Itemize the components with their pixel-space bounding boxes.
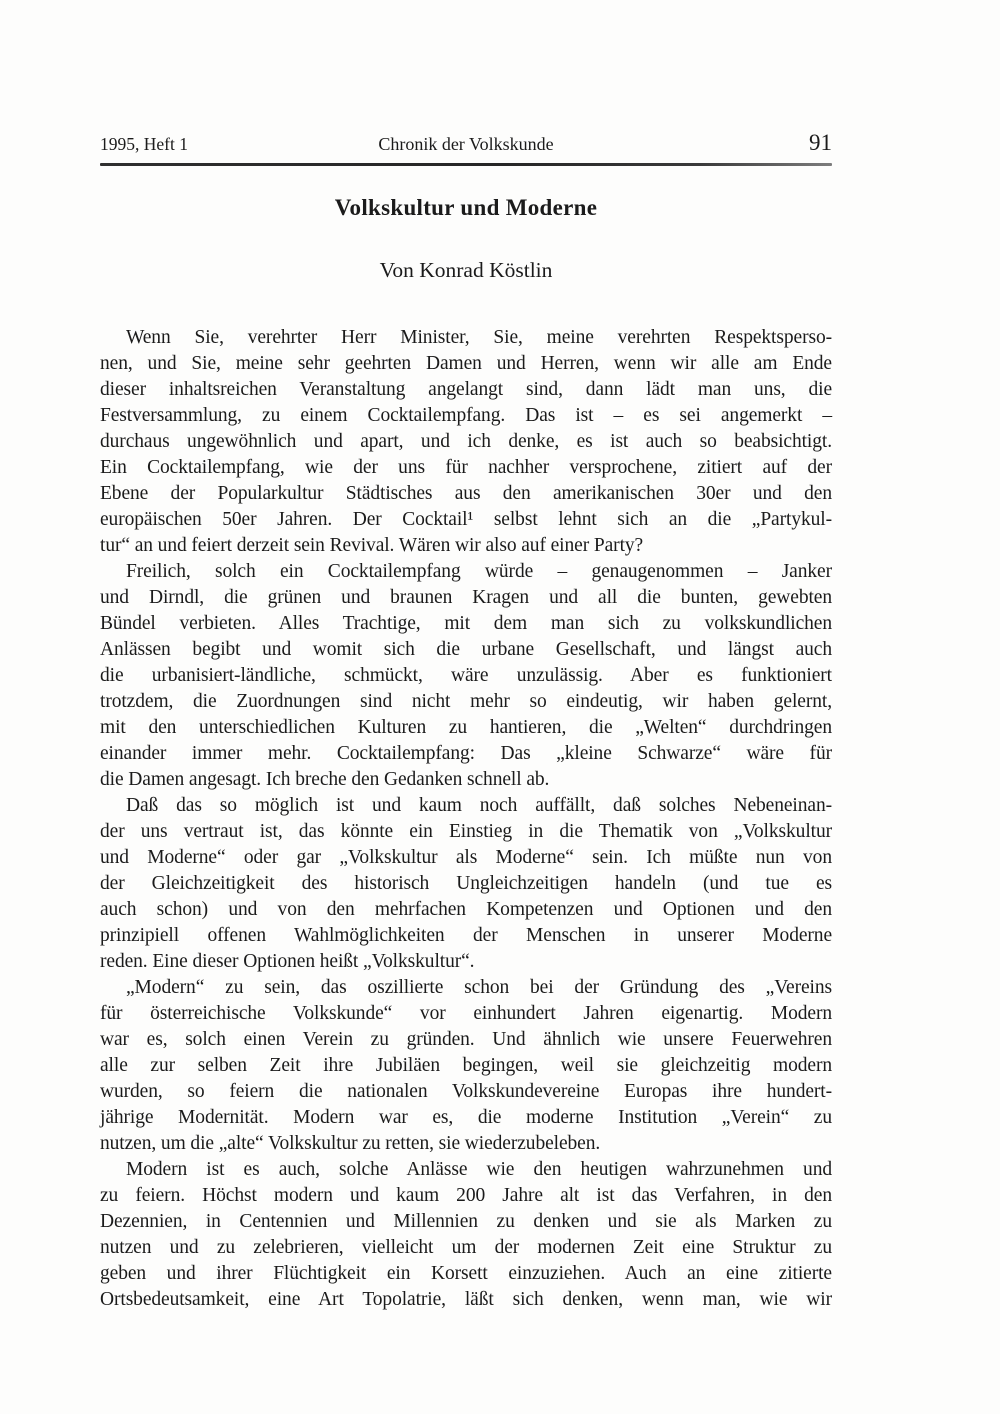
body-paragraph [100,1157,832,1313]
text-line: Wenn Sie, verehrter Herr Minister, Sie, meine verehrten Respektsperso- [126,327,832,348]
body-paragraph [100,975,832,1157]
text-line: Ortsbedeutsamkeit, eine Art Topolatrie, läßt sich denken, wenn man, wie wir [100,1289,832,1310]
text-line: Dezennien, in Centennien und Millennien zu denken und sie als Marken zu [100,1211,832,1232]
text-line: jährige Modernität. Modern war es, die moderne Institution „Verein“ zu [100,1107,832,1128]
text-line: der Gleichzeitigkeit des historisch Ungleichzeitigen handeln (und tue es [100,873,832,894]
text-line: tur“ an und feiert derzeit sein Revival. Wären wir also auf einer Party? [100,535,644,556]
text-line: „Modern“ zu sein, das oszillierte schon bei der Gründung des „Vereins [126,977,832,998]
page-header [100,0,832,156]
article-body [100,325,832,1313]
text-line: der uns vertraut ist, das könnte ein Einstieg in die Thematik von „Volkskultur [100,821,832,842]
text-line: geben und ihrer Flüchtigkeit ein Korsett einzuziehen. Auch an eine zitierte [100,1263,832,1284]
text-line: Anlässen begibt und womit sich die urbane Gesellschaft, und längst auch [100,639,832,660]
text-line: europäischen 50er Jahren. Der Cocktail¹ selbst lehnt sich an die „Partykul- [100,509,832,530]
header-rule [100,163,832,166]
text-line: mit den unterschiedlichen Kulturen zu hantieren, die „Welten“ durchdringen [100,717,832,738]
text-line: nutzen, um die „alte“ Volkskultur zu retten, sie wiederzubeleben. [100,1133,601,1154]
text-line: Festversammlung, zu einem Cocktailempfang. Das ist – es sei angemerkt – [100,405,832,426]
article-title: Volkskultur und Moderne [334,195,598,220]
text-line: für österreichische Volkskunde“ vor einhundert Jahren eigenartig. Modern [100,1003,832,1024]
body-paragraph [100,793,832,975]
text-line: die Damen angesagt. Ich breche den Gedanken schnell ab. [100,769,550,790]
text-line: Ein Cocktailempfang, wie der uns für nachher versprochene, zitiert auf der [100,457,832,478]
text-line: reden. Eine dieser Optionen heißt „Volkskultur“. [100,951,475,972]
text-line: prinzipiell offenen Wahlmöglichkeiten der Menschen in unserer Moderne [100,925,832,946]
text-line: einander immer mehr. Cocktailempfang: Das „kleine Schwarze“ wäre für [100,743,832,764]
text-line: Freilich, solch ein Cocktailempfang würde – genaugenommen – Janker [126,561,832,582]
journal-title: Chronik der Volkskunde [378,134,554,154]
text-line: Daß das so möglich ist und kaum noch auffällt, daß solches Nebeneinan- [126,795,832,816]
text-line: trotzdem, die Zuordnungen sind nicht mehr so eindeutig, wir haben gelernt, [100,691,832,712]
article-byline: Von Konrad Köstlin [379,258,553,282]
text-line: zu feiern. Höchst modern und kaum 200 Jahre alt ist das Verfahren, in den [100,1185,832,1206]
text-block [100,0,832,1313]
text-line: wurden, so feiern die nationalen Volkskundevereine Europas ihre hundert- [100,1081,832,1102]
text-line: die urbanisiert-ländliche, schmückt, wäre unzulässig. Aber es funktioniert [100,665,832,686]
text-line: alle zur selben Zeit ihre Jubiläen begingen, weil sie gleichzeitig modern [100,1055,832,1076]
text-line: und Dirndl, die grünen und braunen Kragen und all die bunten, gewebten [100,587,832,608]
body-paragraph [100,559,832,793]
issue-label: 1995, Heft 1 [100,134,188,154]
text-line: durchaus ungewöhnlich und apart, und ich denke, es ist auch so beabsichtigt. [100,431,832,452]
text-line: nen, und Sie, meine sehr geehrten Damen und Herren, wenn wir alle am Ende [100,353,832,374]
text-line: war es, solch einen Verein zu gründen. Und ähnlich wie unsere Feuerwehren [100,1029,832,1050]
text-line: und Moderne“ oder gar „Volkskultur als Moderne“ sein. Ich müßte nun von [100,847,832,868]
body-paragraph [100,325,832,559]
text-line: Modern ist es auch, solche Anlässe wie den heutigen wahrzunehmen und [126,1159,832,1180]
text-line: auch schon) und von den mehrfachen Kompetenzen und Optionen und den [100,899,832,920]
text-line: nutzen und zu zelebrieren, vielleicht um der modernen Zeit eine Struktur zu [100,1237,832,1258]
text-line: dieser inhaltsreichen Veranstaltung angelangt sind, dann lädt man uns, die [100,379,832,400]
text-line: Bündel verbieten. Alles Trachtige, mit dem man sich zu volkskundlichen [100,613,832,634]
page-number: 91 [808,130,832,155]
text-line: Ebene der Popularkultur Städtisches aus den amerikanischen 30er und den [100,483,832,504]
